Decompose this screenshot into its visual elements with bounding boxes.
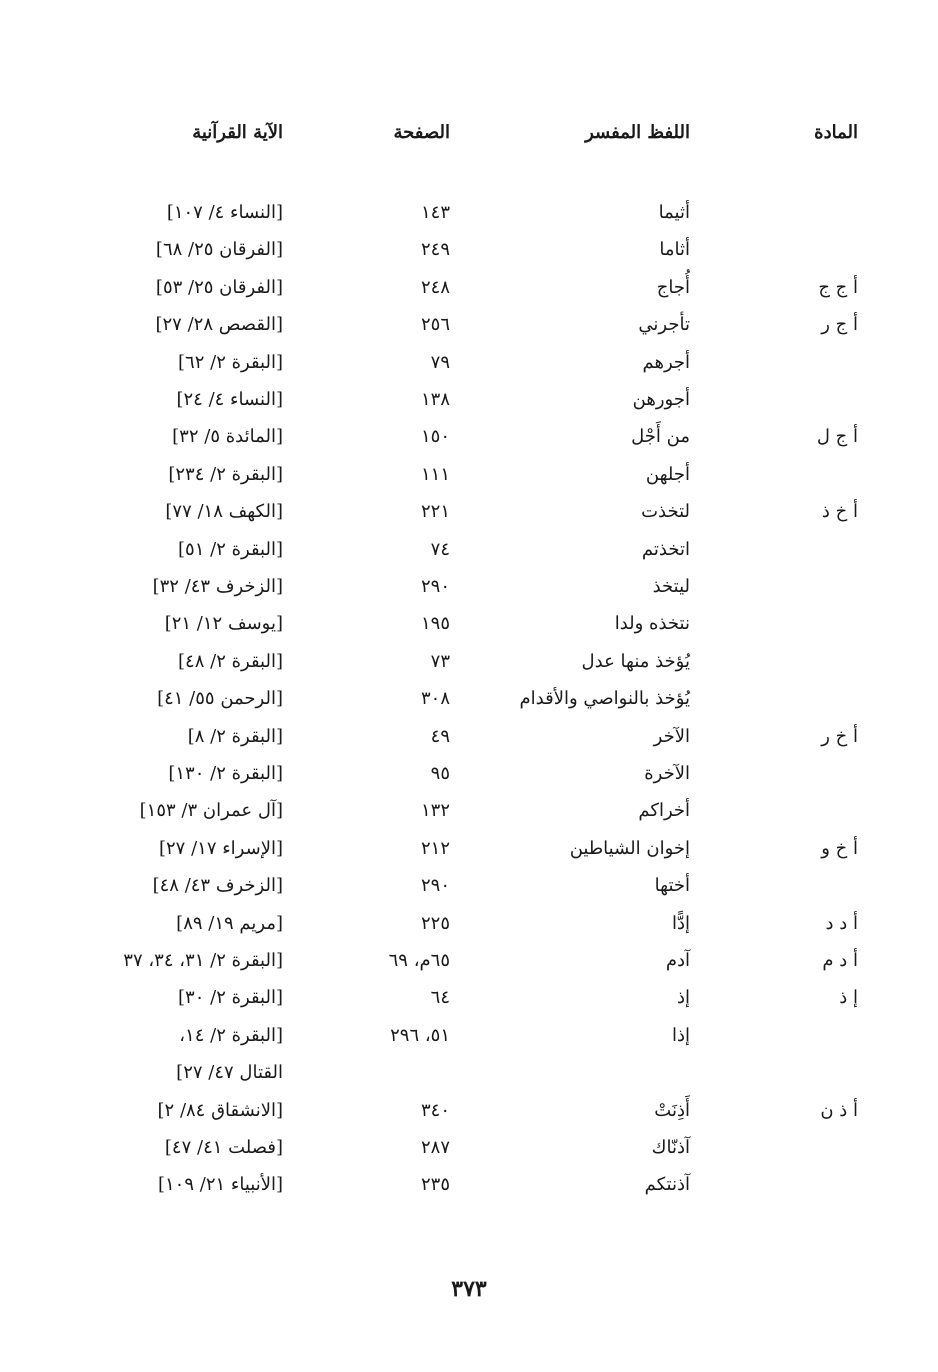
cell-word: أَذِنَتْ [654, 1099, 690, 1121]
table-row [0, 1170, 938, 1207]
cell-page: ٢٤٨ [420, 276, 450, 298]
cell-page: ٦٤ [430, 987, 450, 1009]
cell-page: ١٥٠ [420, 426, 450, 448]
table-row [0, 834, 938, 871]
table-row [0, 684, 938, 721]
cell-verse: [الفرقان ٢٥/ ٦٨] [155, 239, 283, 261]
header-verse: الآية القرآنية [192, 122, 283, 143]
cell-page: ٢٥٦ [420, 314, 450, 336]
cell-verse: [الإسراء ١٧/ ٢٧] [158, 837, 283, 859]
table-row [0, 1021, 938, 1058]
cell-page: ٢٢٥ [420, 912, 450, 934]
cell-verse: [البقرة ٢/ ٥١] [178, 538, 283, 560]
cell-root: أ خ و [821, 837, 858, 859]
cell-word: أجلهن [645, 463, 690, 485]
cell-root: أ خ ر [821, 725, 858, 747]
table-row [0, 871, 938, 908]
cell-page: ٢٩٠ [420, 875, 450, 897]
cell-word: أثيما [658, 202, 690, 223]
cell-page: ٣٤٠ [420, 1099, 450, 1121]
table-row [0, 759, 938, 796]
cell-root: أ د م [822, 950, 858, 971]
cell-page: ٢٢١ [420, 501, 450, 523]
cell-root: أ خ ذ [821, 501, 858, 523]
cell-word: إذ [676, 987, 690, 1009]
cell-verse: [الزخرف ٤٣/ ٤٨] [152, 875, 283, 897]
cell-verse: [المائدة ٥/ ٣٢] [172, 426, 283, 448]
cell-verse: [البقرة ٢/ ٣١، ٣٤، ٣٧ [123, 950, 283, 971]
table-row [0, 796, 938, 833]
table-row [0, 983, 938, 1020]
cell-page: ٩٥ [430, 763, 450, 784]
cell-verse: [البقرة ٢/ ٦٢] [178, 351, 283, 373]
cell-verse: [الزخرف ٤٣/ ٣٢] [152, 576, 283, 597]
cell-page: ٧٤ [430, 538, 450, 560]
cell-word: أختها [654, 875, 690, 897]
table-row [0, 609, 938, 646]
cell-page: ٢١٢ [420, 837, 450, 859]
table-row [0, 909, 938, 946]
cell-word: لتخذت [641, 501, 690, 523]
table-row [0, 535, 938, 572]
cell-verse: [الفرقان ٢٥/ ٥٣] [155, 276, 283, 298]
header-page: الصفحة [393, 122, 450, 143]
cell-word: تأجرني [638, 314, 690, 336]
cell-page: ١٣٢ [420, 800, 450, 822]
table-row [0, 273, 938, 310]
table-row [0, 198, 938, 235]
cell-page: ٣٠٨ [420, 688, 450, 710]
cell-word: أجورهن [632, 389, 690, 410]
cell-verse: [البقرة ٢/ ٤٨] [178, 650, 283, 672]
cell-word: الآخرة [644, 763, 690, 784]
cell-verse: [فصلت ٤١/ ٤٧] [164, 1137, 283, 1158]
cell-page: ١٩٥ [420, 613, 450, 635]
cell-verse: [مريم ١٩/ ٨٩] [176, 912, 283, 934]
cell-verse: [الانشقاق ٨٤/ ٢] [157, 1099, 283, 1121]
table-row [0, 310, 938, 347]
cell-verse: القتال ٤٧/ ٢٧] [176, 1062, 283, 1084]
cell-word: يُؤخذ منها عدل [581, 650, 690, 672]
cell-word: من أَجْل [631, 426, 690, 448]
table-row [0, 348, 938, 385]
cell-page: ٧٣ [430, 650, 450, 672]
cell-word: اتخذتم [641, 538, 690, 560]
cell-root: أ ذ ن [820, 1099, 858, 1121]
header-root: المادة [814, 122, 858, 143]
cell-root: إ ذ [839, 987, 858, 1009]
cell-word: آذنّاك [651, 1137, 690, 1158]
page-footer [0, 1276, 938, 1302]
cell-word: آدم [665, 950, 690, 971]
table-header [0, 122, 938, 152]
cell-page: ١٣٨ [420, 389, 450, 410]
cell-verse: [البقرة ٢/ ٢٣٤] [168, 463, 283, 485]
cell-word: إخوان الشياطين [569, 837, 690, 859]
cell-page: ٤٩ [430, 725, 450, 747]
table-row [0, 385, 938, 422]
table-row [0, 497, 938, 534]
cell-verse: [القصص ٢٨/ ٢٧] [155, 314, 283, 336]
cell-verse: [الرحمن ٥٥/ ٤١] [157, 688, 283, 710]
cell-word: أخراكم [638, 800, 690, 822]
header-word: اللفظ المفسر [585, 122, 690, 143]
cell-word: يُؤخذ بالنواصي والأقدام [519, 688, 690, 710]
table-row [0, 722, 938, 759]
table-row [0, 235, 938, 272]
cell-word: نتخذه ولدا [614, 613, 690, 635]
page-number: ٣٧٣ [451, 1276, 487, 1302]
cell-verse: [النساء ٤/ ١٠٧] [166, 202, 283, 223]
cell-word: آذنتكم [644, 1174, 690, 1196]
cell-verse: [البقرة ٢/ ٣٠] [178, 987, 283, 1009]
table-row [0, 572, 938, 609]
cell-root: أ ج ج [818, 276, 858, 298]
table-row [0, 1058, 938, 1095]
cell-word: إذا [671, 1024, 690, 1046]
cell-word: أثاما [659, 239, 690, 261]
cell-verse: [البقرة ٢/ ٨] [187, 725, 283, 747]
table-row [0, 647, 938, 684]
cell-page: ٢٤٩ [420, 239, 450, 261]
cell-page: ٢٣٥ [420, 1174, 450, 1196]
table-row [0, 946, 938, 983]
table-row [0, 422, 938, 459]
table-row [0, 1096, 938, 1133]
cell-verse: [النساء ٤/ ٢٤] [176, 389, 283, 410]
cell-verse: [البقرة ٢/ ١٤، [179, 1024, 283, 1046]
cell-page: ١٤٣ [420, 202, 450, 223]
cell-word: إدًّا [671, 912, 690, 934]
cell-page: ٦٥م، ٦٩ [388, 950, 450, 971]
cell-page: ٢٨٧ [420, 1137, 450, 1158]
cell-verse: [يوسف ١٢/ ٢١] [164, 613, 283, 635]
cell-word: الآخر [653, 725, 690, 747]
cell-page: ٧٩ [430, 351, 450, 373]
table-row [0, 1133, 938, 1170]
cell-page: ٥١، ٢٩٦ [390, 1024, 450, 1046]
cell-verse: [البقرة ٢/ ١٣٠] [168, 763, 283, 784]
cell-root: أ ج ل [816, 426, 858, 448]
cell-word: أجرهم [642, 351, 690, 373]
cell-verse: [آل عمران ٣/ ١٥٣] [139, 800, 283, 822]
table-row [0, 460, 938, 497]
cell-root: أ ج ر [821, 314, 858, 336]
cell-verse: [الأنبياء ٢١/ ١٠٩] [157, 1174, 283, 1196]
cell-page: ١١١ [420, 463, 450, 485]
cell-verse: [الكهف ١٨/ ٧٧] [165, 501, 283, 523]
cell-root: أ د د [825, 912, 858, 934]
cell-word: أُجاج [656, 276, 690, 298]
cell-page: ٢٩٠ [420, 576, 450, 597]
cell-word: ليتخذ [652, 576, 690, 597]
